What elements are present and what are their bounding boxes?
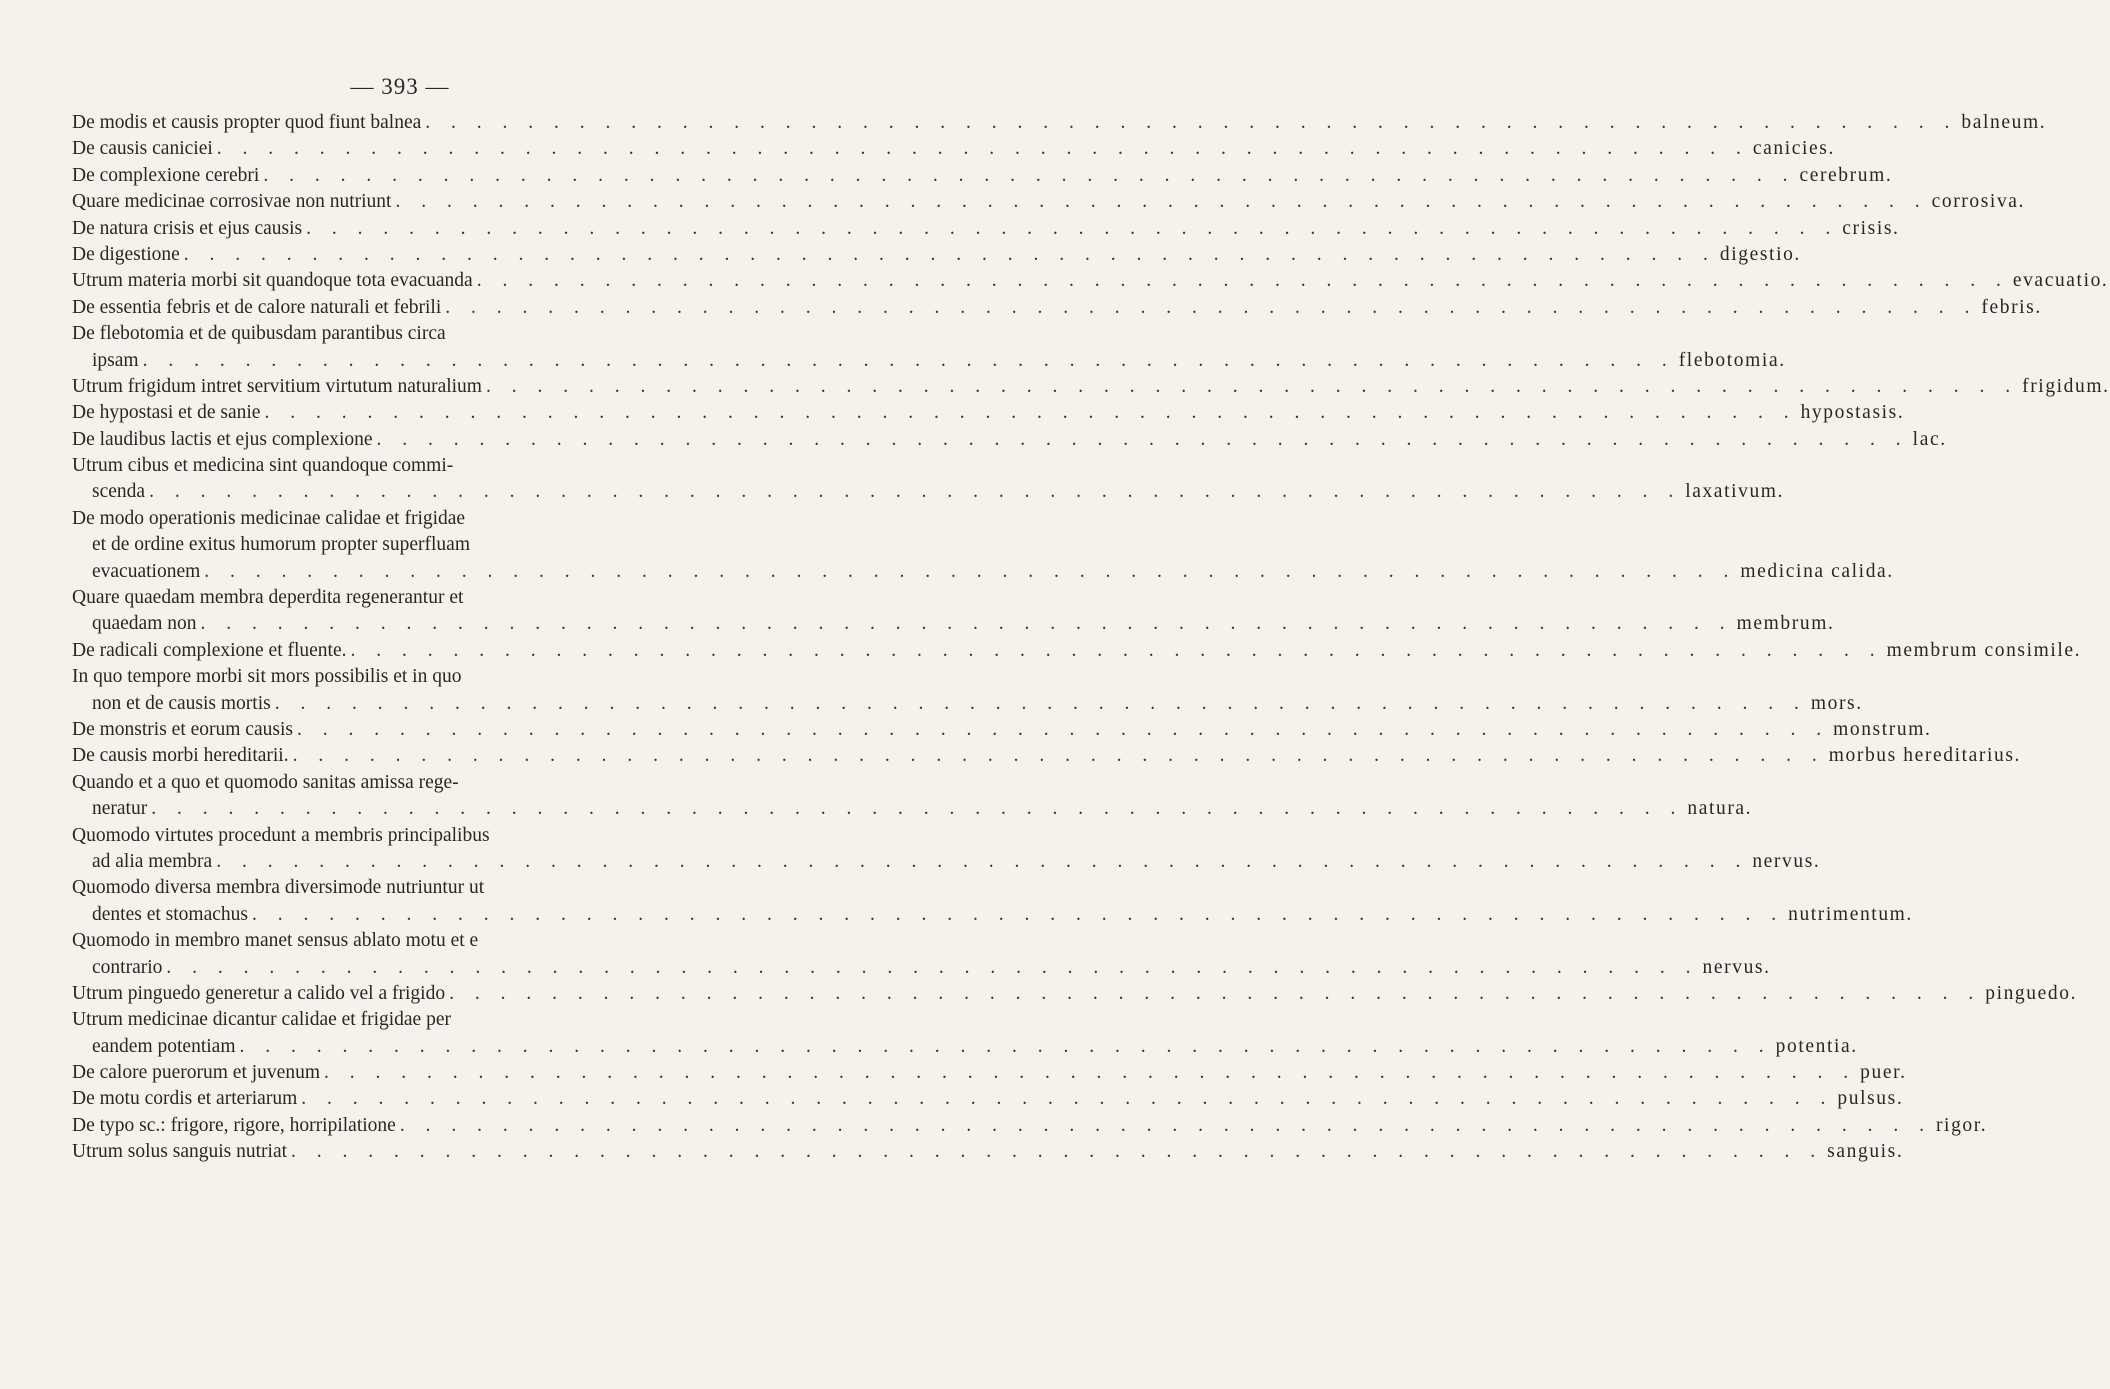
- index-line: [72, 1086, 1904, 1112]
- leader-dots: . . . . . . . . . . . . . . . . . . . . . . . . . . . . . . . . . . . . . . . . . . . . . . . . . . . . . . . . . . . .: [292, 745, 1825, 767]
- index-line: [72, 585, 740, 611]
- entry-text: De modo operationis medicinae calidae et frigidae: [72, 507, 466, 529]
- entry-keyword: crisis.: [1842, 217, 1900, 239]
- entry-text: Utrum medicinae dicantur calidae et frigidae per: [72, 1009, 451, 1031]
- index-line: [72, 348, 1786, 374]
- index-line: [72, 981, 2078, 1007]
- entry-keyword: medicina calida.: [1740, 560, 1894, 582]
- entry-text: non et de causis mortis: [92, 692, 271, 714]
- entry-keyword: nervus.: [1752, 850, 1821, 872]
- entry-text: Utrum solus sanguis nutriat: [72, 1141, 288, 1163]
- leader-dots: . . . . . . . . . . . . . . . . . . . . . . . . . . . . . . . . . . . . . . . . . . . . . . . . . . . . . . . . . . . .: [376, 428, 1909, 450]
- leader-dots: . . . . . . . . . . . . . . . . . . . . . . . . . . . . . . . . . . . . . . . . . . . . . . . . . . . . . . . . . . . .: [291, 1141, 1824, 1163]
- index-line: [72, 374, 2110, 400]
- index-line: [72, 902, 1913, 928]
- index-line: [72, 453, 740, 479]
- leader-dots: . . . . . . . . . . . . . . . . . . . . . . . . . . . . . . . . . . . . . . . . . . . . . . . . . . . . . . . . . . . .: [263, 164, 1796, 186]
- entry-keyword: frigidum.: [2022, 375, 2110, 397]
- entry-keyword: rigor.: [1935, 1114, 1988, 1136]
- index-line: [72, 110, 2047, 136]
- entry-keyword: canicies.: [1752, 138, 1835, 160]
- index-line: [72, 743, 2022, 769]
- index-line: [72, 189, 2026, 215]
- entry-text: De laudibus lactis et ejus complexione: [72, 428, 373, 450]
- index-line: [72, 796, 1753, 822]
- leader-dots: . . . . . . . . . . . . . . . . . . . . . . . . . . . . . . . . . . . . . . . . . . . . . . . . . . . . . . . . . . . .: [149, 481, 1682, 503]
- entry-text: quaedam non: [92, 613, 197, 635]
- entry-text: De essentia febris et de calore naturali et febrili: [72, 296, 442, 318]
- index-line: [72, 479, 1785, 505]
- index-line: [72, 928, 740, 954]
- entry-text: De flebotomia et de quibusdam parantibus circa: [72, 323, 446, 345]
- entry-text: De digestione: [72, 243, 180, 265]
- leader-dots: . . . . . . . . . . . . . . . . . . . . . . . . . . . . . . . . . . . . . . . . . . . . . . . . . . . . . . . . . . . .: [142, 349, 1675, 371]
- index-line: [72, 1113, 1988, 1139]
- index-line: [72, 1034, 1858, 1060]
- leader-dots: . . . . . . . . . . . . . . . . . . . . . . . . . . . . . . . . . . . . . . . . . . . . . . . . . . . . . . . . . . . .: [425, 112, 1958, 133]
- entry-keyword: mors.: [1810, 692, 1863, 714]
- index-line: [72, 268, 2109, 294]
- index-line: [72, 955, 1771, 981]
- index-line: [72, 400, 1905, 426]
- index-line: [72, 216, 1900, 242]
- entry-keyword: morbus hereditarius.: [1828, 745, 2022, 767]
- entry-keyword: hypostasis.: [1800, 402, 1905, 424]
- leader-dots: . . . . . . . . . . . . . . . . . . . . . . . . . . . . . . . . . . . . . . . . . . . . . . . . . . . . . . . . . . . .: [476, 270, 2009, 292]
- entry-keyword: laxativum.: [1685, 481, 1785, 503]
- index-line: [72, 770, 740, 796]
- entry-text: contrario: [92, 956, 163, 978]
- entry-keyword: sanguis.: [1827, 1141, 1904, 1163]
- entry-keyword: pulsus.: [1837, 1088, 1904, 1110]
- index-line: [72, 532, 740, 558]
- index-line: [72, 1060, 1907, 1086]
- leader-dots: . . . . . . . . . . . . . . . . . . . . . . . . . . . . . . . . . . . . . . . . . . . . . . . . . . . . . . . . . . . .: [216, 850, 1749, 872]
- leader-dots: . . . . . . . . . . . . . . . . . . . . . . . . . . . . . . . . . . . . . . . . . . . . . . . . . . . . . . . . . . . .: [274, 692, 1807, 714]
- entry-text: De radicali complexione et fluente.: [72, 639, 347, 661]
- index-line: [72, 321, 740, 347]
- entry-text: De causis morbi hereditarii.: [72, 745, 289, 767]
- leader-dots: . . . . . . . . . . . . . . . . . . . . . . . . . . . . . . . . . . . . . . . . . . . . . . . . . . . . . . . . . . . .: [200, 613, 1733, 635]
- entry-text: Quomodo in membro manet sensus ablato motu et e: [72, 930, 479, 952]
- page-number: — 393 —: [350, 74, 450, 99]
- entry-text: In quo tempore morbi sit mors possibilis et in quo: [72, 666, 462, 688]
- entry-keyword: corrosiva.: [1931, 191, 2026, 213]
- leader-dots: . . . . . . . . . . . . . . . . . . . . . . . . . . . . . . . . . . . . . . . . . . . . . . . . . . . . . . . . . . . .: [183, 243, 1716, 265]
- index-line: [72, 611, 1835, 637]
- entry-keyword: membrum.: [1736, 613, 1835, 635]
- leader-dots: . . . . . . . . . . . . . . . . . . . . . . . . . . . . . . . . . . . . . . . . . . . . . . . . . . . . . . . . . . . .: [216, 138, 1749, 160]
- entry-text: De natura crisis et ejus causis: [72, 217, 303, 239]
- entry-keyword: puer.: [1860, 1062, 1907, 1084]
- entry-text: De hypostasi et de sanie: [72, 402, 261, 424]
- index-line: [72, 823, 740, 849]
- entry-keyword: membrum consimile.: [1886, 639, 2082, 661]
- entry-keyword: digestio.: [1719, 243, 1801, 265]
- entry-keyword: pinguedo.: [1985, 982, 2078, 1004]
- entry-text: neratur: [92, 798, 148, 820]
- entry-text: Utrum materia morbi sit quandoque tota evacuanda: [72, 270, 473, 292]
- leader-dots: . . . . . . . . . . . . . . . . . . . . . . . . . . . . . . . . . . . . . . . . . . . . . . . . . . . . . . . . . . . .: [301, 1088, 1834, 1110]
- entry-keyword: potentia.: [1775, 1035, 1858, 1057]
- leader-dots: . . . . . . . . . . . . . . . . . . . . . . . . . . . . . . . . . . . . . . . . . . . . . . . . . . . . . . . . . . . .: [350, 639, 1883, 661]
- index-line: [72, 875, 740, 901]
- entry-text: De modis et causis propter quod fiunt balnea: [72, 112, 422, 133]
- entry-text: et de ordine exitus humorum propter superfluam: [92, 534, 470, 556]
- entry-text: Quare medicinae corrosivae non nutriunt: [72, 191, 392, 213]
- leader-dots: . . . . . . . . . . . . . . . . . . . . . . . . . . . . . . . . . . . . . . . . . . . . . . . . . . . . . . . . . . . .: [251, 903, 1785, 925]
- leader-dots: . . . . . . . . . . . . . . . . . . . . . . . . . . . . . . . . . . . . . . . . . . . . . . . . . . . . . . . . . . . .: [151, 798, 1684, 820]
- entry-keyword: cerebrum.: [1799, 164, 1893, 186]
- leader-dots: . . . . . . . . . . . . . . . . . . . . . . . . . . . . . . . . . . . . . . . . . . . . . . . . . . . . . . . . . . . .: [324, 1062, 1857, 1084]
- index-line: [72, 664, 740, 690]
- entry-keyword: balneum.: [1961, 112, 2047, 133]
- entry-text: Quando et a quo et quomodo sanitas amissa rege-: [72, 771, 459, 793]
- entry-text: De monstris et eorum causis: [72, 718, 293, 740]
- entry-text: De calore puerorum et juvenum: [72, 1062, 320, 1084]
- entry-keyword: nutrimentum.: [1788, 903, 1913, 925]
- entry-text: evacuationem: [92, 560, 201, 582]
- index-line: [72, 1139, 1904, 1165]
- entry-text: Utrum cibus et medicina sint quandoque commi-: [72, 455, 454, 477]
- index-entries: [72, 110, 2110, 1166]
- entry-keyword: monstrum.: [1833, 718, 1932, 740]
- index-line: [72, 242, 1801, 268]
- entry-text: ipsam: [92, 349, 139, 371]
- entry-keyword: febris.: [1981, 296, 2042, 318]
- leader-dots: . . . . . . . . . . . . . . . . . . . . . . . . . . . . . . . . . . . . . . . . . . . . . . . . . . . . . . . . . . . .: [166, 956, 1699, 978]
- entry-keyword: natura.: [1687, 798, 1753, 820]
- entry-keyword: evacuatio.: [2012, 270, 2109, 292]
- leader-dots: . . . . . . . . . . . . . . . . . . . . . . . . . . . . . . . . . . . . . . . . . . . . . . . . . . . . . . . . . . . .: [264, 402, 1797, 424]
- index-line: [72, 427, 1947, 453]
- index-line: [72, 1007, 740, 1033]
- entry-text: Quare quaedam membra deperdita regenerantur et: [72, 587, 464, 609]
- index-line: [72, 295, 2042, 321]
- leader-dots: . . . . . . . . . . . . . . . . . . . . . . . . . . . . . . . . . . . . . . . . . . . . . . . . . . . . . . . . . . . .: [445, 296, 1978, 318]
- entry-keyword: nervus.: [1702, 956, 1771, 978]
- index-line: [72, 638, 2082, 664]
- index-line: [72, 163, 1893, 189]
- entry-text: De motu cordis et arteriarum: [72, 1088, 298, 1110]
- leader-dots: . . . . . . . . . . . . . . . . . . . . . . . . . . . . . . . . . . . . . . . . . . . . . . . . . . . . . . . . . . . .: [306, 217, 1839, 239]
- entry-keyword: flebotomia.: [1678, 349, 1786, 371]
- entry-text: De typo sc.: frigore, rigore, horripilatione: [72, 1114, 396, 1136]
- index-line: [72, 559, 1894, 585]
- index-line: [72, 691, 1863, 717]
- leader-dots: . . . . . . . . . . . . . . . . . . . . . . . . . . . . . . . . . . . . . . . . . . . . . . . . . . . . . . . . . . . .: [399, 1114, 1932, 1136]
- entry-text: De complexione cerebri: [72, 164, 260, 186]
- entry-text: scenda: [92, 481, 146, 503]
- index-line: [72, 136, 1835, 162]
- leader-dots: . . . . . . . . . . . . . . . . . . . . . . . . . . . . . . . . . . . . . . . . . . . . . . . . . . . . . . . . . . . .: [449, 982, 1982, 1004]
- index-line: [72, 717, 1932, 743]
- entry-text: ad alia membra: [92, 850, 213, 872]
- leader-dots: . . . . . . . . . . . . . . . . . . . . . . . . . . . . . . . . . . . . . . . . . . . . . . . . . . . . . . . . . . . .: [395, 191, 1928, 213]
- entry-text: Quomodo diversa membra diversimode nutriuntur ut: [72, 877, 485, 899]
- entry-text: eandem potentiam: [92, 1035, 236, 1057]
- leader-dots: . . . . . . . . . . . . . . . . . . . . . . . . . . . . . . . . . . . . . . . . . . . . . . . . . . . . . . . . . . . .: [296, 718, 1830, 740]
- entry-text: Utrum frigidum intret servitium virtutum naturalium: [72, 375, 482, 397]
- entry-text: dentes et stomachus: [92, 903, 248, 925]
- entry-text: Quomodo virtutes procedunt a membris principalibus: [72, 824, 490, 846]
- index-line: [72, 506, 740, 532]
- leader-dots: . . . . . . . . . . . . . . . . . . . . . . . . . . . . . . . . . . . . . . . . . . . . . . . . . . . . . . . . . . . .: [239, 1035, 1772, 1057]
- entry-text: Utrum pinguedo generetur a calido vel a frigido: [72, 982, 446, 1004]
- leader-dots: . . . . . . . . . . . . . . . . . . . . . . . . . . . . . . . . . . . . . . . . . . . . . . . . . . . . . . . . . . . .: [485, 375, 2019, 397]
- entry-keyword: lac.: [1912, 428, 1947, 450]
- entry-text: De causis caniciei: [72, 138, 213, 160]
- index-line: [72, 849, 1821, 875]
- leader-dots: . . . . . . . . . . . . . . . . . . . . . . . . . . . . . . . . . . . . . . . . . . . . . . . . . . . . . . . . . . . .: [204, 560, 1737, 582]
